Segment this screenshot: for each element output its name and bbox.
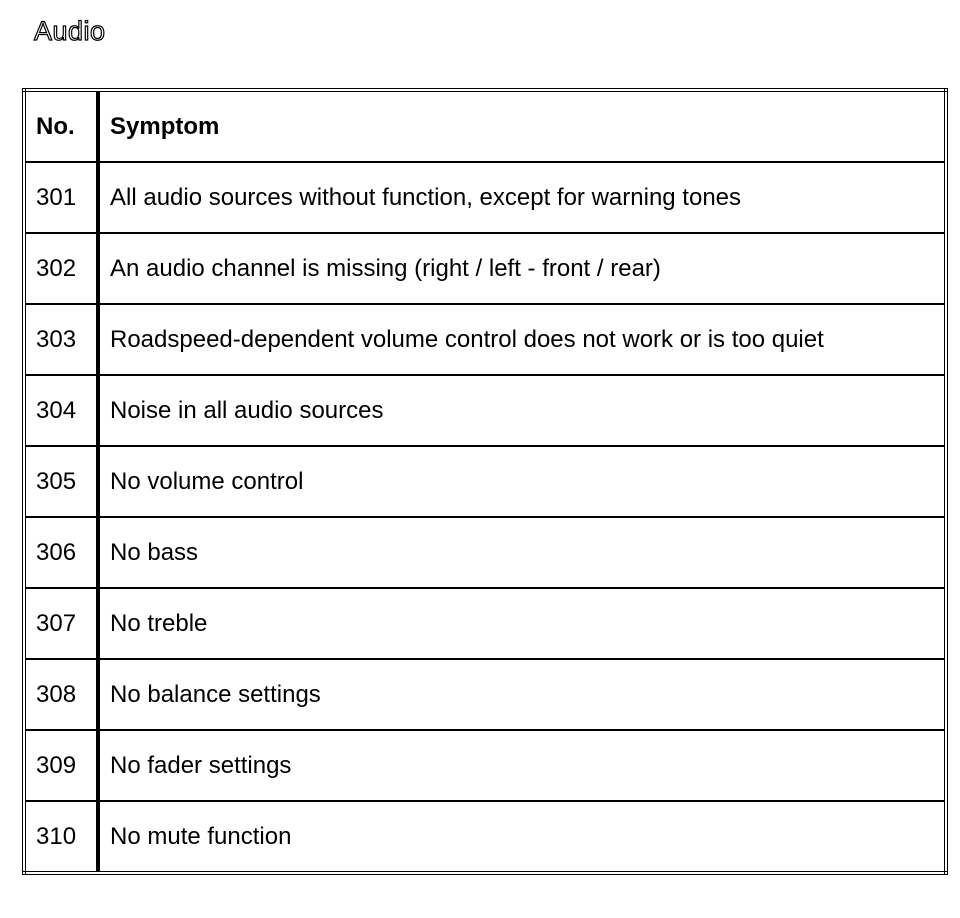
row-number: 302: [24, 233, 98, 304]
column-header-number: No.: [24, 90, 98, 162]
table-row: [24, 801, 946, 873]
table-row: [24, 162, 946, 233]
row-symptom: Noise in all audio sources: [98, 375, 946, 446]
table-row: [24, 730, 946, 801]
page-title: Audio: [34, 16, 106, 46]
table-row: [24, 588, 946, 659]
row-symptom: No balance settings: [98, 659, 946, 730]
row-symptom: No treble: [98, 588, 946, 659]
row-symptom: No mute function: [98, 801, 946, 873]
table-row: [24, 304, 946, 375]
row-symptom: An audio channel is missing (right / left - front / rear): [98, 233, 946, 304]
row-symptom: No bass: [98, 517, 946, 588]
row-symptom: All audio sources without function, except for warning tones: [98, 162, 946, 233]
row-symptom: No fader settings: [98, 730, 946, 801]
row-number: 308: [24, 659, 98, 730]
row-number: 304: [24, 375, 98, 446]
table-row: [24, 233, 946, 304]
row-number: 310: [24, 801, 98, 873]
row-symptom: No volume control: [98, 446, 946, 517]
column-header-symptom: Symptom: [98, 90, 946, 162]
table-row: [24, 659, 946, 730]
row-number: 309: [24, 730, 98, 801]
table-row: [24, 375, 946, 446]
row-number: 305: [24, 446, 98, 517]
row-number: 307: [24, 588, 98, 659]
row-number: 306: [24, 517, 98, 588]
row-symptom: Roadspeed-dependent volume control does not work or is too quiet: [98, 304, 946, 375]
row-number: 301: [24, 162, 98, 233]
row-number: 303: [24, 304, 98, 375]
symptom-table: [22, 88, 948, 875]
table-row: [24, 517, 946, 588]
table-row: [24, 446, 946, 517]
table-header-row: [24, 90, 946, 162]
